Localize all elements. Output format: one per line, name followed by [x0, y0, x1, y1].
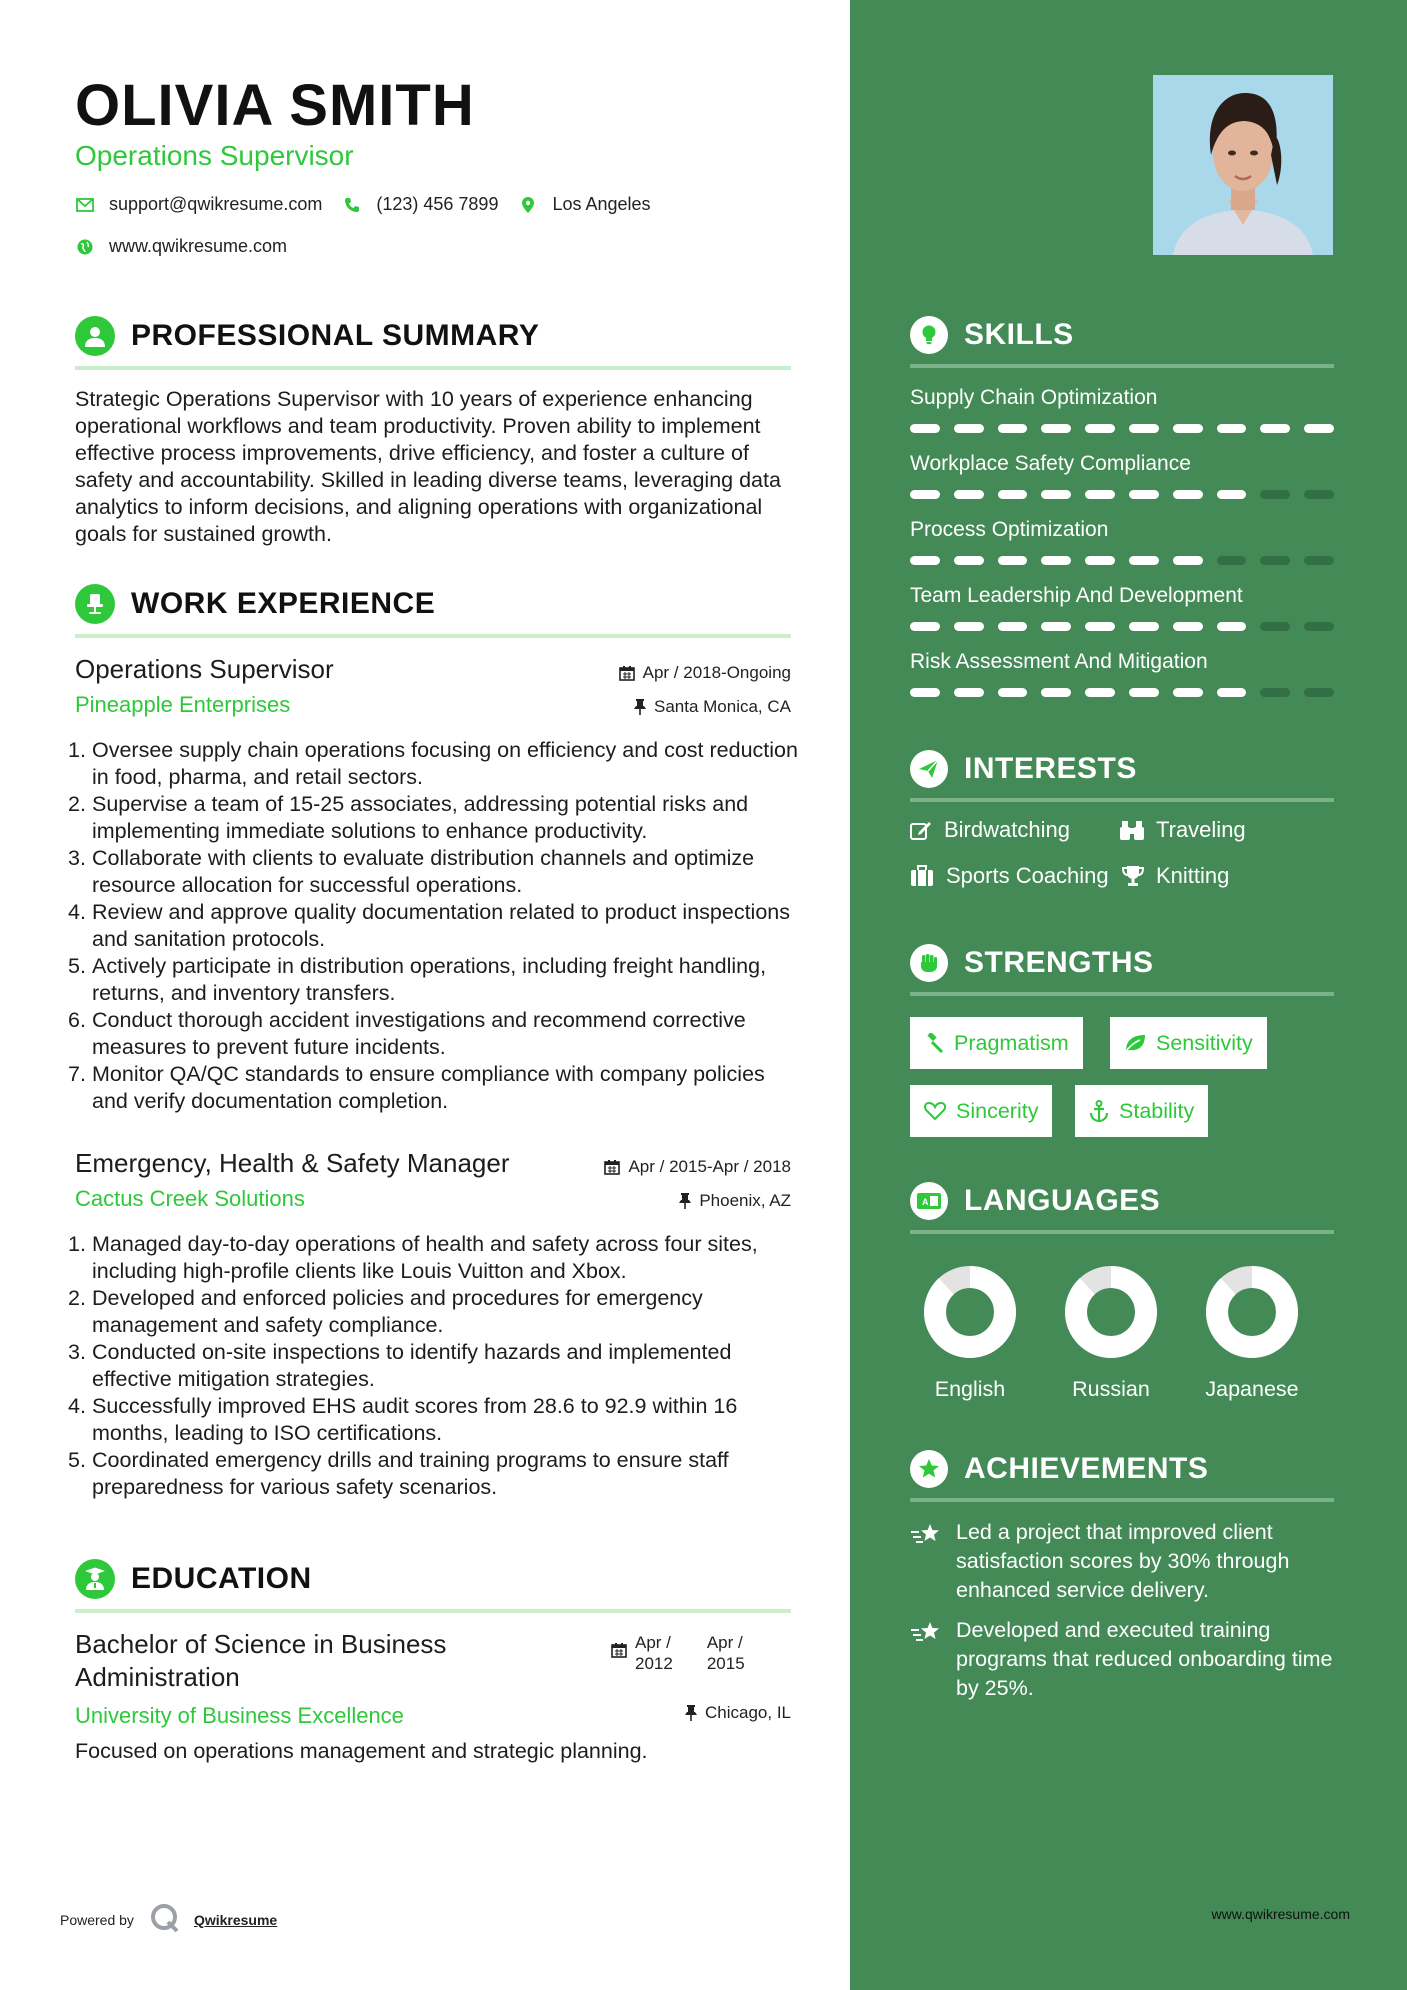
skill-segment [954, 688, 984, 697]
skill-segment [954, 556, 984, 565]
powered-by-text: Powered by [60, 1911, 134, 1928]
education-dates [611, 1632, 745, 1674]
degree-title [75, 1628, 446, 1694]
job-2-dates-text: Apr / 2015-Apr / 2018 [628, 1157, 791, 1176]
education-end [707, 1632, 745, 1674]
skill-segment [1129, 622, 1159, 631]
fist-icon [910, 944, 948, 982]
job-1-dates [619, 663, 791, 683]
languages-heading [910, 1182, 1334, 1234]
profile-photo [1153, 75, 1333, 255]
skills-title: SKILLS [964, 318, 1074, 351]
donut-fill [1076, 1277, 1146, 1347]
skill-segment [1041, 490, 1071, 499]
qwikresume-logo-icon [150, 1903, 180, 1936]
skills-heading [910, 316, 1334, 368]
list-item: Developed and enforced policies and procedures for emergency management and safety compliance. [92, 1286, 703, 1337]
skill-segment [1085, 556, 1115, 565]
donut-fill [1217, 1277, 1287, 1347]
skill-item [910, 584, 1334, 631]
skill-bar [910, 556, 1334, 565]
job-2-company: Cactus Creek Solutions [75, 1186, 305, 1211]
strength-label: Sincerity [956, 1098, 1039, 1123]
list-item: Oversee supply chain operations focusing on efficiency and cost reduction in food, pharma, and retail sectors. [92, 738, 798, 789]
language-label: English [934, 1377, 1006, 1401]
skill-label: Process Optimization [910, 518, 1109, 541]
chair-icon [75, 584, 115, 624]
skill-item [910, 650, 1334, 697]
strengths-heading [910, 944, 1334, 996]
skill-segment [1217, 556, 1247, 565]
list-item: Review and approve quality documentation related to product inspections and sanitation protocols. [92, 900, 790, 951]
achievements-title: ACHIEVEMENTS [964, 1452, 1209, 1485]
summary-heading [75, 316, 791, 370]
skill-segment [1304, 688, 1334, 697]
experience-title: WORK EXPERIENCE [131, 587, 436, 620]
email-text: support@qwikresume.com [109, 194, 323, 214]
shooting-star-icon [910, 1518, 944, 1605]
language-label: Japanese [1205, 1377, 1299, 1401]
education-description: Focused on operations management and strategic planning. [75, 1739, 648, 1763]
skill-segment [910, 622, 940, 631]
interest-label: Knitting [1156, 863, 1230, 888]
skill-segment [1129, 556, 1159, 565]
strength-tag [1110, 1017, 1267, 1069]
list-item: Coordinated emergency drills and training programs to ensure staff preparedness for various safety scenarios. [92, 1448, 729, 1499]
job-1-location-text: Santa Monica, CA [653, 697, 791, 716]
education-title: EDUCATION [131, 1562, 312, 1595]
list-item: Conducted on-site inspections to identify hazards and implemented effective mitigation strategies. [92, 1340, 732, 1391]
interest-item [910, 817, 1070, 843]
skill-segment [1173, 490, 1203, 499]
svg-text:A: A [922, 1197, 929, 1207]
interest-item [1120, 817, 1246, 843]
heart-icon [924, 1101, 946, 1121]
skill-segment [1304, 556, 1334, 565]
anchor-icon [1089, 1100, 1109, 1122]
skill-segment [998, 688, 1028, 697]
list-item: Supervise a team of 15-25 associates, addressing potential risks and implementing immediate solutions to enhance productivity. [92, 792, 749, 843]
job-1-location [634, 697, 791, 717]
job-2-title: Emergency, Health & Safety Manager [75, 1148, 510, 1178]
skill-segment [1041, 688, 1071, 697]
job-1-company: Pineapple Enterprises [75, 692, 291, 717]
skill-segment [1085, 424, 1115, 433]
strength-tag [910, 1085, 1052, 1137]
powered-by [60, 1903, 277, 1936]
language-donut [1061, 1262, 1161, 1362]
skill-segment [1217, 490, 1247, 499]
footer-site[interactable]: www.qwikresume.com [1211, 1906, 1350, 1922]
skill-segment [910, 556, 940, 565]
strength-label: Stability [1119, 1098, 1195, 1123]
language-donut [1202, 1262, 1302, 1362]
calendar-icon [619, 665, 635, 681]
skill-segment [998, 556, 1028, 565]
skill-segment [1217, 688, 1247, 697]
candidate-name: OLIVIA SMITH [75, 73, 475, 138]
skill-segment [998, 424, 1028, 433]
skill-segment [1260, 424, 1290, 433]
brand-link[interactable]: Qwikresume [193, 1911, 278, 1928]
skill-segment [954, 622, 984, 631]
job-1-responsibilities [92, 737, 802, 1115]
skill-segment [1041, 424, 1071, 433]
job-1-title: Operations Supervisor [75, 654, 334, 684]
skill-segment [1129, 688, 1159, 697]
calendar-icon [611, 1632, 627, 1674]
website-text: www.qwikresume.com [109, 236, 288, 256]
donut-fill [935, 1277, 1005, 1347]
user-icon [75, 316, 115, 356]
skill-label: Supply Chain Optimization [910, 386, 1158, 409]
strengths-title: STRENGTHS [964, 946, 1154, 979]
education-location [685, 1703, 791, 1723]
calendar-icon [604, 1159, 620, 1175]
phone-icon [342, 195, 362, 215]
language-icon [910, 1182, 948, 1220]
skill-segment [998, 622, 1028, 631]
skill-bar [910, 622, 1334, 631]
sidebar [850, 0, 1407, 1990]
degree-line-2: Administration [75, 1662, 240, 1692]
pushpin-icon [634, 699, 646, 715]
list-item: Successfully improved EHS audit scores from 28.6 to 92.9 within 16 months, leading to ISO certifications. [92, 1394, 738, 1445]
job-2-location [679, 1191, 791, 1211]
summary-title: PROFESSIONAL SUMMARY [131, 319, 540, 352]
list-item: Monitor QA/QC standards to ensure compliance with company policies and verify documentation completion. [92, 1062, 765, 1113]
school-name: University of Business Excellence [75, 1703, 404, 1728]
envelope-icon [75, 195, 95, 215]
achievement-text: Led a project that improved client satisfaction scores by 30% through enhanced service delivery. [956, 1520, 1290, 1602]
location-text: Los Angeles [552, 194, 651, 214]
skill-segment [1217, 424, 1247, 433]
gavel-icon [924, 1033, 944, 1053]
education-location-text: Chicago, IL [705, 1703, 791, 1722]
interest-label: Traveling [1156, 817, 1246, 842]
skill-segment [1304, 424, 1334, 433]
skill-segment [1260, 556, 1290, 565]
job-1-dates-text: Apr / 2018-Ongoing [642, 663, 791, 682]
summary-text: Strategic Operations Supervisor with 10 years of experience enhancing operational workflows and team productivity. Proven ability to implement effective process improvements, drive efficiency, and foster a culture of safety and accountability. Skilled in leading diverse teams, leveraging data analytics to inform decisions, and aligning operations with organizational goals for sustained growth. [75, 387, 781, 546]
job-2-location-text: Phoenix, AZ [699, 1191, 791, 1210]
contact-row-1 [75, 194, 671, 215]
candidate-role: Operations Supervisor [75, 140, 354, 171]
briefcase-icon [910, 865, 934, 887]
lightbulb-icon [910, 316, 948, 354]
achievement-item [910, 1518, 1350, 1605]
skill-segment [1260, 622, 1290, 631]
interests-heading [910, 750, 1334, 802]
star-badge-icon [910, 1450, 948, 1488]
edit-icon [910, 819, 932, 841]
language-item [920, 1262, 1020, 1402]
trophy-icon [1122, 865, 1144, 887]
languages-title: LANGUAGES [964, 1184, 1161, 1217]
skill-segment [954, 490, 984, 499]
pushpin-icon [685, 1705, 697, 1721]
experience-heading [75, 584, 791, 638]
skill-segment [1085, 622, 1115, 631]
strength-label: Sensitivity [1156, 1030, 1253, 1055]
education-start [635, 1632, 673, 1674]
paper-plane-icon [910, 750, 948, 788]
skill-segment [910, 424, 940, 433]
pushpin-icon [679, 1193, 691, 1209]
interest-item [1122, 863, 1229, 889]
skill-segment [1085, 688, 1115, 697]
skill-label: Workplace Safety Compliance [910, 452, 1191, 475]
list-item: Managed day-to-day operations of health and safety across four sites, including high-profile clients like Louis Vuitton and Xbox. [92, 1232, 758, 1283]
interest-label: Birdwatching [944, 817, 1070, 842]
skill-segment [998, 490, 1028, 499]
leaf-icon [1124, 1033, 1146, 1053]
skill-item [910, 452, 1334, 499]
phone-text: (123) 456 7899 [376, 194, 499, 214]
skill-label: Risk Assessment And Mitigation [910, 650, 1208, 673]
language-item [1061, 1262, 1161, 1402]
skill-item [910, 386, 1334, 433]
contact-location [518, 194, 650, 215]
skill-segment [1041, 556, 1071, 565]
skill-segment [1304, 490, 1334, 499]
contact-row-2 [75, 236, 307, 257]
skill-segment [1173, 556, 1203, 565]
skill-segment [1129, 424, 1159, 433]
map-pin-icon [518, 195, 538, 215]
contact-email[interactable] [75, 194, 322, 215]
skill-segment [1129, 490, 1159, 499]
skill-bar [910, 688, 1334, 697]
skill-item [910, 518, 1334, 565]
list-item: Collaborate with clients to evaluate distribution channels and optimize resource allocation for successful operations. [92, 846, 755, 897]
language-label: Russian [1072, 1377, 1150, 1401]
skill-label: Team Leadership And Development [910, 584, 1243, 607]
job-2-dates [604, 1157, 791, 1177]
skill-bar [910, 490, 1334, 499]
language-donut [920, 1262, 1020, 1362]
interest-item [910, 863, 1109, 889]
list-item: Conduct thorough accident investigations and recommend corrective measures to prevent future incidents. [92, 1008, 746, 1059]
skill-segment [954, 424, 984, 433]
strength-label: Pragmatism [954, 1030, 1069, 1055]
strength-tag [910, 1017, 1083, 1069]
education-start-month: Apr / [635, 1633, 671, 1652]
skill-bar [910, 424, 1334, 433]
skill-segment [910, 490, 940, 499]
skill-segment [1173, 424, 1203, 433]
education-heading [75, 1559, 791, 1613]
binoculars-icon [1120, 819, 1144, 841]
skill-segment [1217, 622, 1247, 631]
language-item [1202, 1262, 1302, 1402]
skill-segment [1260, 688, 1290, 697]
skill-segment [1041, 622, 1071, 631]
skill-segment [910, 688, 940, 697]
skill-segment [1173, 688, 1203, 697]
skill-segment [1085, 490, 1115, 499]
job-2-responsibilities [92, 1231, 802, 1501]
achievements-heading [910, 1450, 1334, 1502]
skill-segment [1260, 490, 1290, 499]
degree-line-1: Bachelor of Science in Business [75, 1629, 447, 1659]
globe-icon [75, 237, 95, 257]
skill-segment [1173, 622, 1203, 631]
education-start-year: 2012 [635, 1654, 673, 1673]
strength-tag [1075, 1085, 1208, 1137]
interest-label: Sports Coaching [946, 863, 1109, 888]
achievement-item [910, 1616, 1350, 1703]
skill-segment [1304, 622, 1334, 631]
shooting-star-icon [910, 1616, 944, 1703]
contact-phone[interactable] [342, 194, 498, 215]
education-end-year: 2015 [706, 1654, 745, 1673]
interests-title: INTERESTS [964, 752, 1137, 785]
list-item: Actively participate in distribution operations, including freight handling, returns, and inventory transfers. [92, 954, 767, 1005]
contact-website[interactable] [75, 236, 287, 257]
graduate-icon [75, 1559, 115, 1599]
achievement-text: Developed and executed training programs that reduced onboarding time by 25%. [956, 1618, 1333, 1700]
education-end-month: Apr / [706, 1633, 743, 1652]
